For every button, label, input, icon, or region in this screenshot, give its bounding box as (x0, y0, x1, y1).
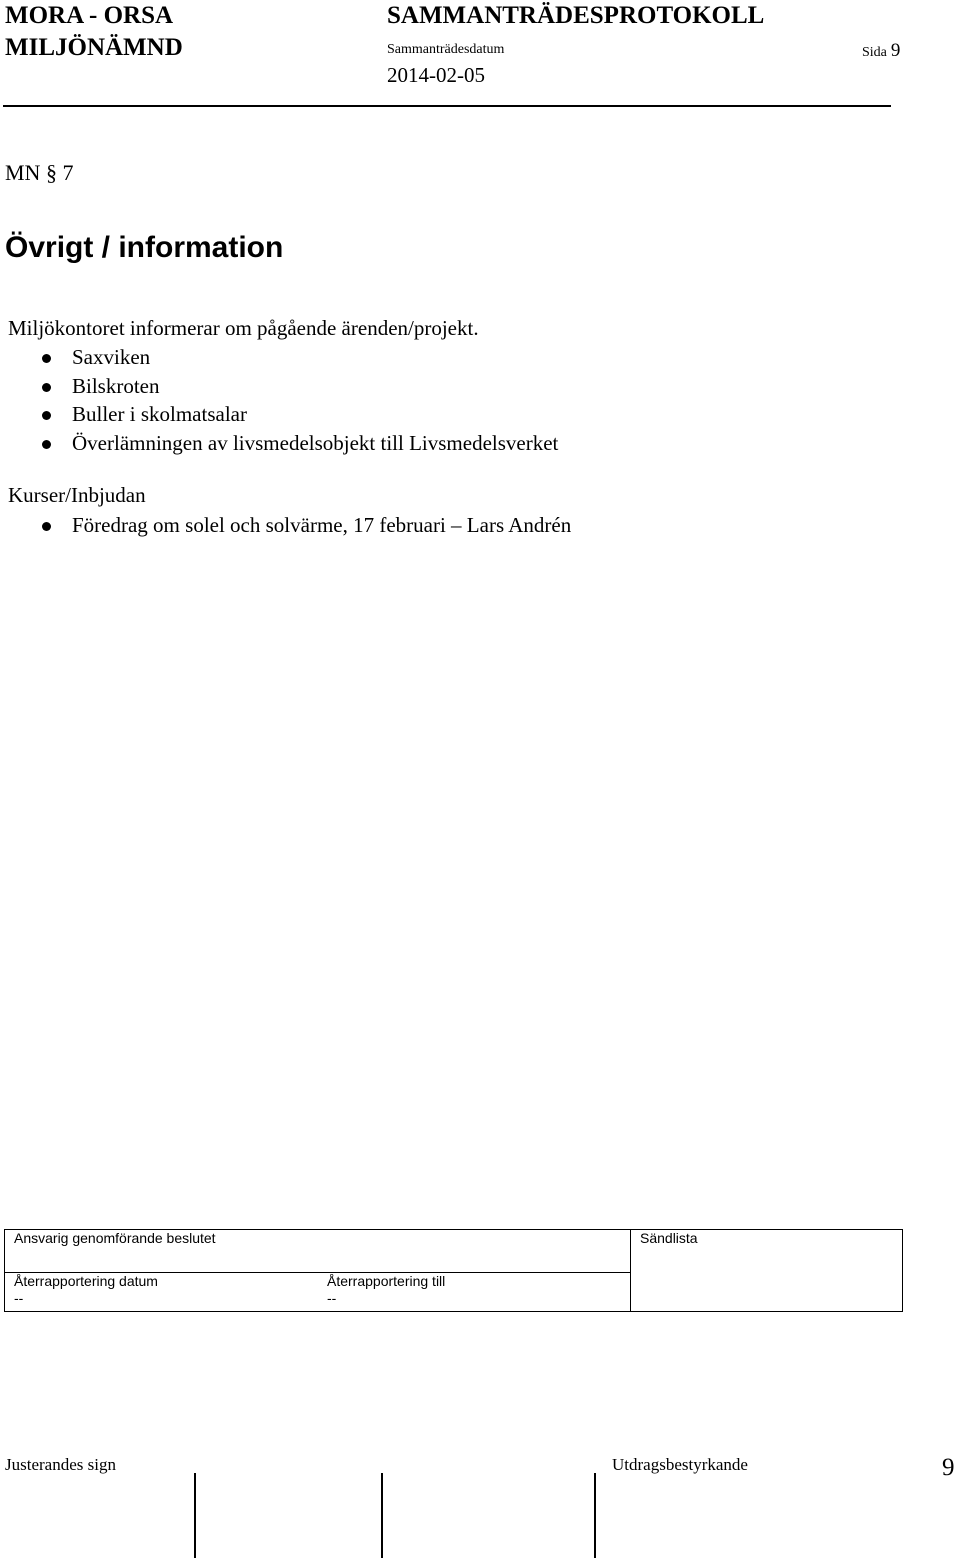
bullet-icon (42, 354, 51, 363)
signature-label: Justerandes sign (5, 1455, 116, 1474)
bullet-icon (42, 440, 51, 449)
list-item: Buller i skolmatsalar (0, 400, 558, 429)
list-item: Saxviken (0, 343, 558, 372)
footer-page-number: 9 (942, 1454, 955, 1481)
signature-box-divider (194, 1473, 196, 1558)
bullet-icon (42, 522, 51, 531)
report-to-label: Återrapportering till (327, 1273, 446, 1289)
document-title: SAMMANTRÄDESPROTOKOLL (387, 2, 765, 29)
table-divider (630, 1229, 631, 1312)
intro-text: Miljökontoret informerar om pågående ärenden/projekt. (8, 316, 479, 340)
page-indicator (862, 40, 900, 62)
page-number: 9 (890, 40, 901, 61)
page-label: Sida (862, 45, 887, 60)
header-divider (3, 105, 891, 107)
report-to-value: -- (327, 1290, 337, 1306)
distribution-label: Sändlista (640, 1230, 698, 1246)
responsible-label: Ansvarig genomförande beslutet (14, 1230, 216, 1246)
list-item: Överlämningen av livsmedelsobjekt till Livsmedelsverket (0, 429, 558, 458)
meeting-date-label: Sammanträdesdatum (387, 42, 505, 57)
section-heading: Övrigt / information (5, 231, 284, 264)
report-date-label: Återrapportering datum (14, 1273, 158, 1289)
signature-box-divider (594, 1473, 596, 1558)
report-date-value: -- (14, 1290, 24, 1306)
list-item: Bilskroten (0, 372, 558, 401)
courses-list (0, 511, 571, 540)
information-list (0, 343, 558, 457)
courses-subheading: Kurser/Inbjudan (8, 483, 146, 507)
organization-name-line1: MORA - ORSA (5, 2, 174, 29)
bullet-icon (42, 411, 51, 420)
certification-label: Utdragsbestyrkande (612, 1455, 748, 1474)
signature-box-divider (381, 1473, 383, 1558)
bullet-icon (42, 383, 51, 392)
list-item: Föredrag om solel och solvärme, 17 februari – Lars Andrén (0, 511, 571, 540)
organization-name-line2: MILJÖNÄMND (5, 34, 183, 61)
meeting-date-value: 2014-02-05 (387, 63, 485, 87)
section-id: MN § 7 (5, 160, 74, 185)
